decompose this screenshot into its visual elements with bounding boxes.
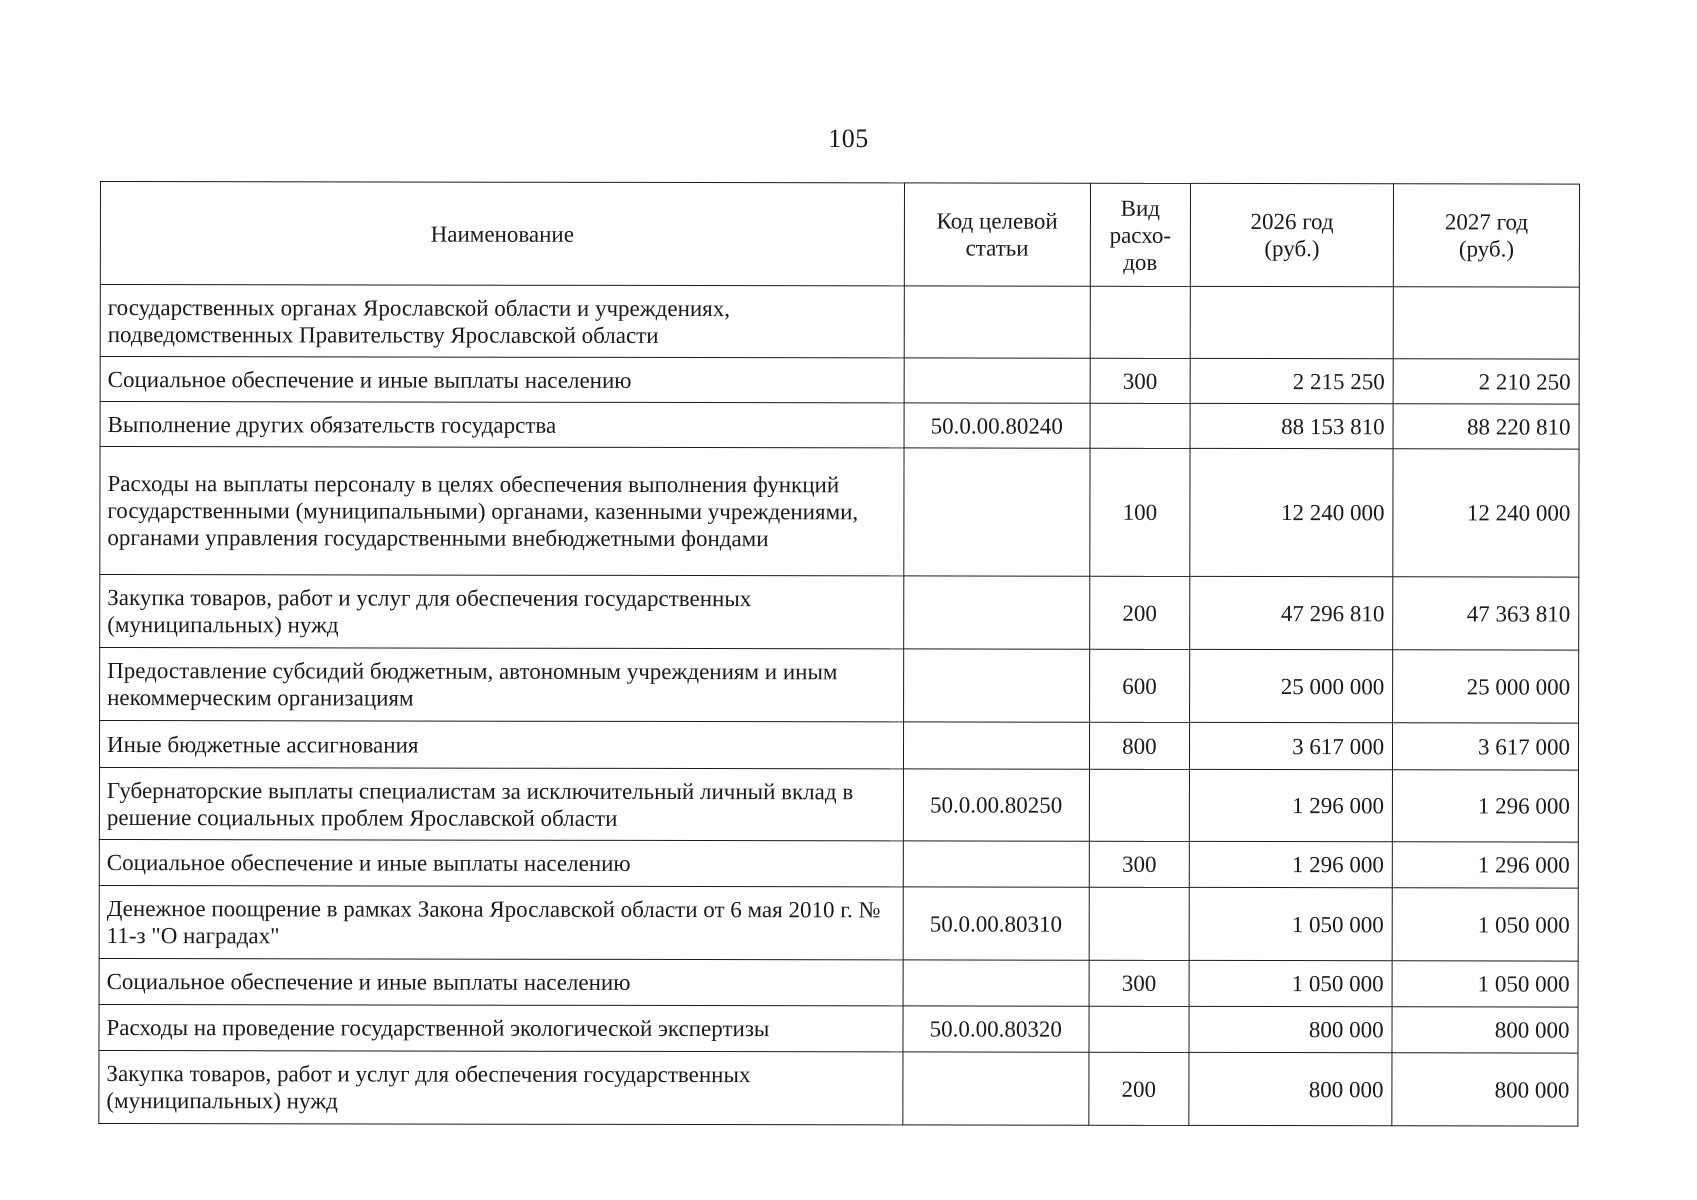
cell-name: Денежное поощрение в рамках Закона Ярославской области от 6 мая 2010 г. № 11-з "О наградах" xyxy=(99,885,903,959)
header-kind: Вид расхо- дов xyxy=(1090,183,1191,286)
cell-2027: 800 000 xyxy=(1392,1053,1578,1126)
header-year-2027: 2027 год (руб.) xyxy=(1393,184,1579,287)
cell-2026: 1 296 000 xyxy=(1189,769,1392,841)
cell-kind: 300 xyxy=(1090,358,1191,403)
cell-kind xyxy=(1090,403,1191,448)
cell-2026: 88 153 810 xyxy=(1190,403,1393,448)
cell-2027: 47 363 810 xyxy=(1393,577,1579,650)
table-row xyxy=(99,1004,1578,1053)
page-number: 105 xyxy=(828,124,869,153)
table-row xyxy=(99,768,1578,843)
cell-code xyxy=(903,960,1089,1006)
cell-2027: 12 240 000 xyxy=(1393,449,1579,577)
cell-code xyxy=(904,286,1090,358)
header-year-2026: 2026 год (руб.) xyxy=(1190,183,1393,286)
budget-table xyxy=(98,181,1580,1127)
cell-kind: 200 xyxy=(1089,1052,1190,1125)
table-row xyxy=(99,839,1578,888)
cell-2027: 800 000 xyxy=(1392,1007,1578,1053)
cell-kind xyxy=(1089,769,1190,841)
cell-kind: 600 xyxy=(1089,649,1190,722)
cell-2026: 47 296 810 xyxy=(1190,576,1393,649)
table-row xyxy=(100,575,1579,651)
cell-name: Социальное обеспечение и иные выплаты населению xyxy=(99,839,903,886)
cell-2027: 1 050 000 xyxy=(1392,961,1578,1007)
cell-kind: 200 xyxy=(1089,576,1190,649)
cell-2026: 800 000 xyxy=(1189,1052,1392,1125)
cell-kind: 300 xyxy=(1089,960,1190,1006)
cell-2027: 1 296 000 xyxy=(1392,842,1578,888)
header-code: Код целевой статьи xyxy=(904,183,1090,286)
cell-code xyxy=(904,448,1090,576)
cell-name: Расходы на выплаты персоналу в целях обеспечения выполнения функций государственными (муниципальными) органами, казенными учреждениями, органами управления государственными внебюджетными фондами xyxy=(100,447,904,576)
cell-kind: 800 xyxy=(1089,722,1190,769)
cell-2027: 25 000 000 xyxy=(1393,650,1579,723)
cell-name: Выполнение других обязательств государства xyxy=(100,402,904,448)
table-row xyxy=(100,447,1579,578)
cell-name: государственных органах Ярославской области и учреждениях, подведомственных Правительству Ярославской области xyxy=(100,285,904,358)
table-row xyxy=(100,648,1579,724)
cell-2026: 2 215 250 xyxy=(1190,358,1393,403)
cell-2026: 1 050 000 xyxy=(1189,960,1392,1006)
cell-2026: 800 000 xyxy=(1189,1006,1392,1052)
table-row xyxy=(99,1050,1578,1126)
cell-name: Предоставление субсидий бюджетным, автономным учреждениям и иным некоммерческим организациям xyxy=(100,648,904,722)
cell-2027: 1 050 000 xyxy=(1392,888,1578,961)
cell-code: 50.0.00.80250 xyxy=(903,769,1089,841)
cell-2026: 12 240 000 xyxy=(1190,448,1393,576)
cell-code xyxy=(904,358,1090,403)
cell-2027: 3 617 000 xyxy=(1393,723,1579,770)
cell-2026: 1 050 000 xyxy=(1189,887,1392,960)
table-row xyxy=(99,958,1578,1007)
cell-code: 50.0.00.80310 xyxy=(903,887,1089,960)
cell-name: Иные бюджетные ассигнования xyxy=(99,721,903,769)
cell-2026 xyxy=(1190,286,1393,358)
table-row xyxy=(99,721,1578,771)
cell-2026: 1 296 000 xyxy=(1189,841,1392,887)
cell-kind xyxy=(1090,286,1191,358)
cell-2027: 88 220 810 xyxy=(1393,404,1579,449)
cell-2027: 1 296 000 xyxy=(1392,770,1578,842)
cell-code xyxy=(903,576,1089,649)
cell-name: Расходы на проведение государственной экологической экспертизы xyxy=(99,1004,903,1051)
cell-name: Социальное обеспечение и иные выплаты населению xyxy=(100,357,904,403)
table-row xyxy=(100,402,1579,450)
cell-2027: 2 210 250 xyxy=(1393,359,1579,404)
cell-name: Губернаторские выплаты специалистам за исключительный личный вклад в решение социальных проблем Ярославской области xyxy=(99,768,903,841)
cell-kind: 300 xyxy=(1089,841,1190,887)
cell-name: Закупка товаров, работ и услуг для обеспечения государственных (муниципальных) нужд xyxy=(99,1050,903,1124)
cell-2027 xyxy=(1393,287,1579,359)
table-row xyxy=(99,885,1578,961)
table-header-row xyxy=(100,182,1579,288)
cell-code xyxy=(903,841,1089,887)
cell-2026: 25 000 000 xyxy=(1190,649,1393,722)
cell-kind: 100 xyxy=(1089,448,1190,576)
cell-code: 50.0.00.80240 xyxy=(904,403,1090,448)
cell-code xyxy=(903,649,1089,722)
cell-2026: 3 617 000 xyxy=(1190,722,1393,769)
cell-kind xyxy=(1089,887,1190,960)
cell-code xyxy=(903,722,1089,769)
cell-kind xyxy=(1089,1006,1190,1052)
table-row xyxy=(100,357,1579,405)
table-row xyxy=(100,285,1579,360)
cell-name: Закупка товаров, работ и услуг для обеспечения государственных (муниципальных) нужд xyxy=(100,575,904,649)
cell-code xyxy=(903,1052,1089,1125)
header-name: Наименование xyxy=(100,182,904,286)
cell-code: 50.0.00.80320 xyxy=(903,1006,1089,1052)
cell-name: Социальное обеспечение и иные выплаты населению xyxy=(99,958,903,1005)
